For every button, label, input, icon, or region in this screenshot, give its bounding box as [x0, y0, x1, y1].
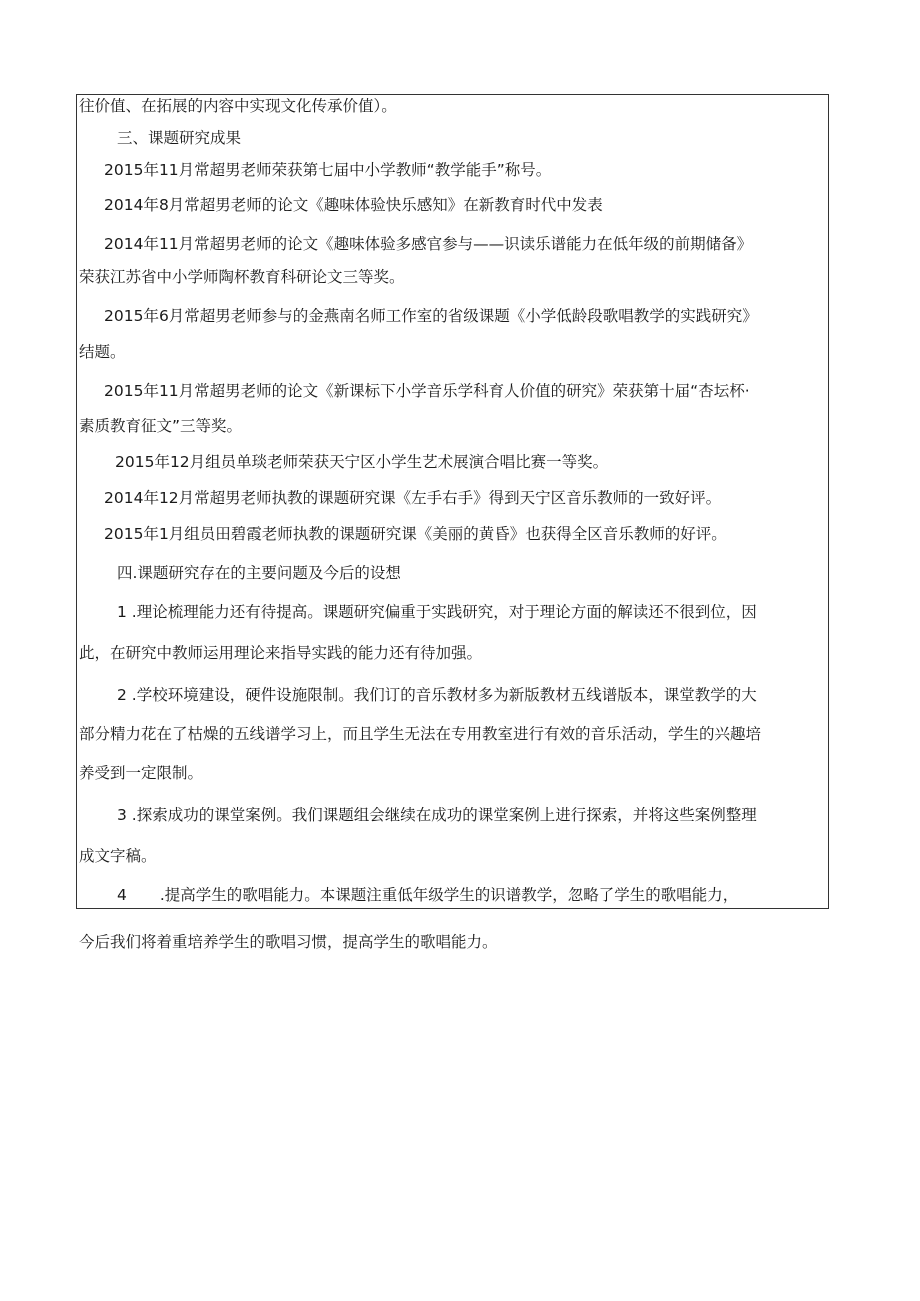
- trailing-paragraph: 今后我们将着重培养学生的歌唱习惯，提高学生的歌唱能力。: [79, 933, 498, 951]
- problem-item-continuation: 部分精力花在了枯燥的五线谱学习上，而且学生无法在专用教室进行有效的音乐活动，学生的兴趣培: [79, 725, 762, 743]
- problem-item: 1 .理论梳理能力还有待提高。课题研究偏重于实践研究，对于理论方面的解读还不很到位，因: [117, 603, 757, 621]
- result-item: 2015年1月组员田碧霞老师执教的课题研究课《美丽的黄昏》也获得全区音乐教师的好评。: [104, 525, 727, 543]
- result-item: 2015年11月常超男老师的论文《新课标下小学音乐学科育人价值的研究》荣获第十届“杏坛杯·: [104, 382, 750, 400]
- section-heading-problems: 四.课题研究存在的主要问题及今后的设想: [117, 564, 401, 582]
- problem-item-continuation: 养受到一定限制。: [79, 764, 204, 782]
- result-item: 2014年8月常超男老师的论文《趣味体验快乐感知》在新教育时代中发表: [104, 196, 603, 214]
- problem-item: 3 .探索成功的课堂案例。我们课题组会继续在成功的课堂案例上进行探索，并将这些案例整理: [117, 806, 757, 824]
- problem-item-continuation: 成文字稿。: [79, 847, 157, 865]
- result-item-continuation: 结题。: [79, 343, 126, 361]
- result-item: 2014年11月常超男老师的论文《趣味体验多感官参与——识读乐谱能力在低年级的前期储备》: [104, 235, 753, 253]
- result-item: 2014年12月常超男老师执教的课题研究课《左手右手》得到天宁区音乐教师的一致好评。: [104, 489, 722, 507]
- result-item: 2015年6月常超男老师参与的金燕南名师工作室的省级课题《小学低龄段歌唱教学的实践研究》: [104, 307, 758, 325]
- problem-item-continuation: 此，在研究中教师运用理论来指导实践的能力还有待加强。: [79, 644, 483, 662]
- section-heading-results: 三、课题研究成果: [117, 129, 242, 147]
- item-number: 4: [117, 886, 127, 904]
- text-line-continuation: 往价值、在拓展的内容中实现文化传承价值）。: [79, 97, 397, 115]
- result-item: 2015年12月组员单琰老师荣获天宁区小学生艺术展演合唱比赛一等奖。: [115, 453, 609, 471]
- result-item: 2015年11月常超男老师荣获第七届中小学教师“教学能手”称号。: [104, 161, 552, 179]
- problem-item-4: [117, 885, 738, 905]
- problem-item: 2 .学校环境建设，硬件设施限制。我们订的音乐教材多为新版教材五线谱版本，课堂教学的大: [117, 686, 757, 704]
- item-text: .提高学生的歌唱能力。本课题注重低年级学生的识谱教学，忽略了学生的歌唱能力，: [159, 886, 739, 904]
- result-item-continuation: 素质教育征文”三等奖。: [79, 417, 243, 435]
- result-item-continuation: 荣获江苏省中小学师陶杯教育科研论文三等奖。: [79, 268, 405, 286]
